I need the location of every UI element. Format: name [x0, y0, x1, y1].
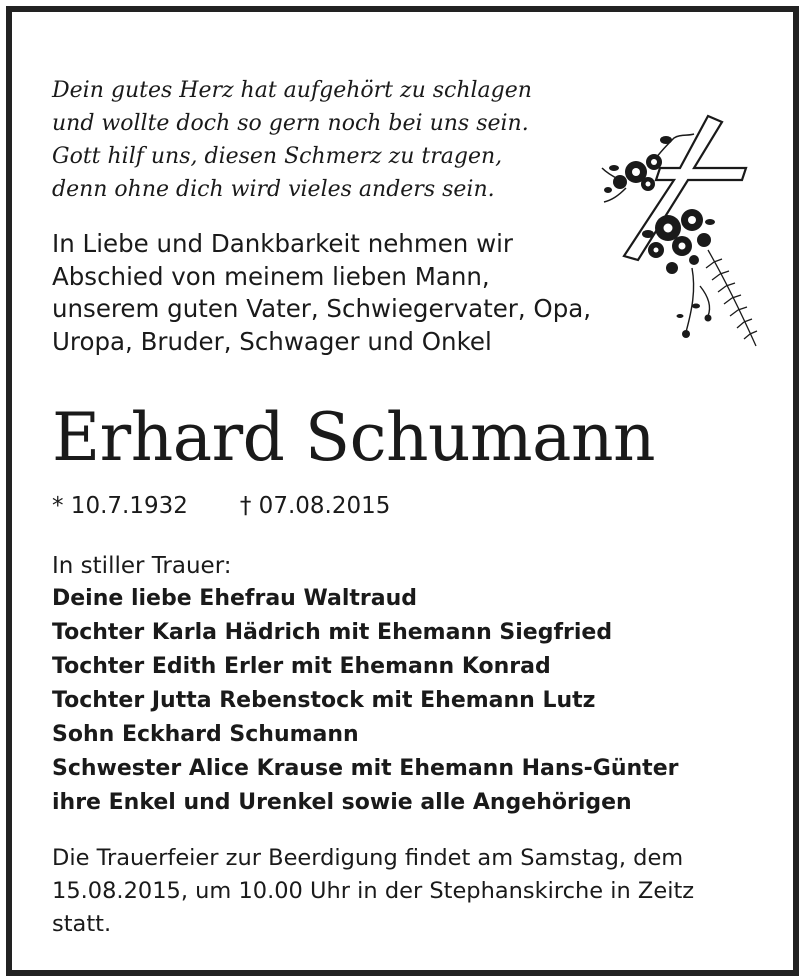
service-line: Die Trauerfeier zur Beerdigung findet am Samstag, dem: [52, 845, 684, 871]
obituary-frame: [6, 6, 799, 976]
mourners-label: In stiller Trauer:: [52, 553, 232, 579]
poem-line: Gott hilf uns, diesen Schmerz zu tragen,: [52, 144, 503, 169]
mourner: Tochter Edith Erler mit Ehemann Konrad: [52, 654, 551, 679]
birth-date: * 10.7.1932: [52, 493, 188, 519]
intro-line: Uropa, Bruder, Schwager und Onkel: [52, 326, 492, 356]
mourner: ihre Enkel und Urenkel sowie alle Angehörigen: [52, 790, 632, 815]
mourner: Tochter Jutta Rebenstock mit Ehemann Lutz: [52, 688, 596, 713]
mourner: Deine liebe Ehefrau Waltraud: [52, 586, 417, 611]
funeral-service-info: [52, 842, 772, 941]
death-date: † 07.08.2015: [239, 493, 391, 519]
cross-with-roses-icon: [596, 110, 766, 350]
farewell-intro: [52, 228, 592, 358]
poem-line: und wollte doch so gern noch bei uns sein.: [52, 111, 529, 136]
life-dates: [52, 490, 390, 522]
mourner: Sohn Eckhard Schumann: [52, 722, 359, 747]
mourner: Tochter Karla Hädrich mit Ehemann Siegfried: [52, 620, 613, 645]
mourner: Schwester Alice Krause mit Ehemann Hans-Günter: [52, 756, 679, 781]
poem-line: denn ohne dich wird vieles anders sein.: [52, 177, 495, 202]
deceased-name: Erhard Schumann: [52, 399, 655, 476]
intro-line: Abschied von meinem lieben Mann,: [52, 261, 490, 291]
mourners-list: [52, 582, 678, 820]
poem-line: Dein gutes Herz hat aufgehört zu schlagen: [52, 78, 532, 103]
intro-line: unserem guten Vater, Schwiegervater, Opa,: [52, 294, 592, 323]
service-line: statt.: [52, 911, 112, 937]
poem: [52, 74, 612, 206]
intro-line: In Liebe und Dankbarkeit nehmen wir: [52, 229, 514, 258]
service-line: 15.08.2015, um 10.00 Uhr in der Stephanskirche in Zeitz: [52, 878, 695, 904]
